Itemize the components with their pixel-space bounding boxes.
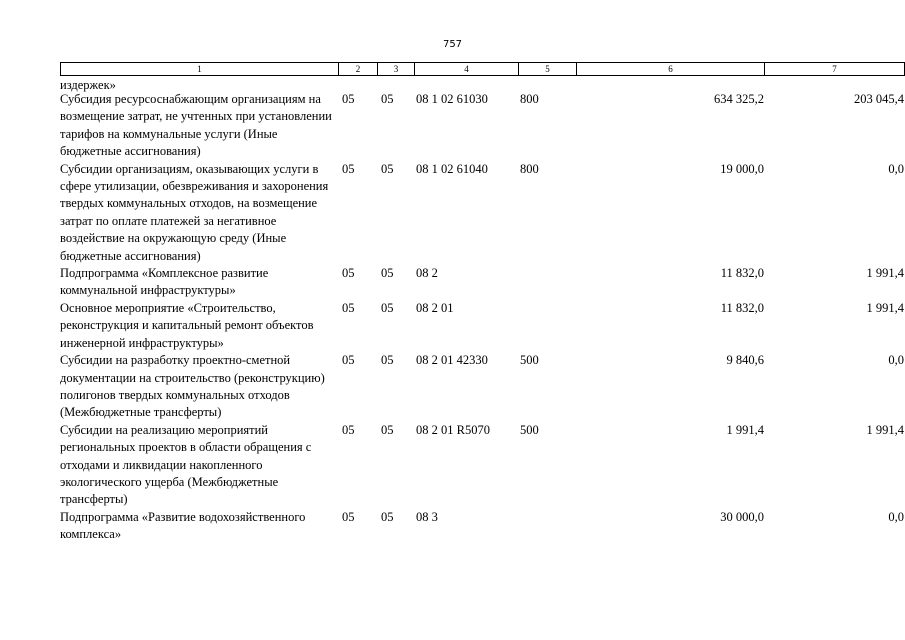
row-rz: 05 (342, 422, 355, 437)
row-rz: 05 (342, 300, 355, 315)
page-number: 757 (442, 39, 463, 50)
row-vr: 500 (520, 422, 539, 437)
row-sum2: 1 991,4 (866, 266, 905, 281)
header-cell: 5 (519, 63, 577, 76)
row-rz: 05 (342, 353, 355, 368)
row-rz: 05 (342, 161, 355, 176)
row-sum1: 11 832,0 (720, 300, 764, 315)
row-csr: 08 2 01 R5070 (416, 422, 490, 437)
row-pr: 05 (381, 509, 394, 524)
continuation-text: издержек» (60, 78, 116, 92)
row-rz: 05 (342, 92, 355, 106)
row-sum1: 1 991,4 (726, 422, 764, 437)
header-cell: 1 (61, 63, 339, 76)
row-name: Субсидии организациям, оказывающих услуги в сфере утилизации, обезвреживания и захоронения твердых коммунальных отходов, на возмещение затрат по оплате платежей за негативное воздействие на окружающую среду (Иные бюджетные ассигнования) (60, 161, 329, 263)
row-name: Субсидии на реализацию мероприятий региональных проектов в области обращения с отходами и ликвидации накопленного экологического ущерба (Межбюджетные трансферты) (60, 422, 312, 507)
row-csr: 08 2 (416, 266, 438, 281)
header-cell: 6 (577, 63, 765, 76)
table-row (60, 509, 904, 544)
row-pr: 05 (381, 353, 394, 368)
header-cell: 7 (765, 63, 905, 76)
table-row (60, 352, 904, 422)
row-sum1: 634 325,2 (714, 92, 764, 106)
row-vr: 800 (520, 161, 539, 176)
row-sum2: 0,0 (888, 353, 905, 368)
row-vr (518, 265, 576, 300)
row-vr (518, 509, 576, 544)
table-row (60, 91, 904, 161)
header-cell: 3 (378, 63, 415, 76)
row-sum2: 0,0 (888, 509, 905, 524)
row-pr: 05 (381, 161, 394, 176)
row-name: Подпрограмма «Комплексное развитие коммунальной инфраструктуры» (60, 266, 269, 298)
row-rz: 05 (342, 266, 355, 281)
row-vr: 800 (520, 92, 539, 106)
row-sum1: 11 832,0 (720, 266, 764, 281)
row-csr: 08 2 01 42330 (416, 353, 488, 368)
table-row (60, 300, 904, 352)
row-pr: 05 (381, 266, 394, 281)
row-pr: 05 (381, 422, 394, 437)
continuation-row (60, 79, 904, 91)
table-row (60, 422, 904, 509)
row-name: Субсидия ресурсоснабжающим организациям на возмещение затрат, не учтенных при установлении тарифов на коммунальные услуги (Иные бюджетные ассигнования) (60, 92, 332, 159)
row-pr: 05 (381, 92, 394, 106)
row-vr: 500 (520, 353, 539, 368)
row-sum1: 9 840,6 (726, 353, 764, 368)
table-row (60, 265, 904, 300)
row-name: Субсидии на разработку проектно-сметной документации на строительство (реконструкцию) полигонов твердых коммунальных отходов (Межбюджетные трансферты) (60, 353, 325, 420)
row-csr: 08 1 02 61040 (416, 161, 488, 176)
row-sum2: 1 991,4 (866, 422, 905, 437)
row-csr: 08 3 (416, 509, 438, 524)
row-rz: 05 (342, 509, 355, 524)
row-sum2: 203 045,4 (854, 92, 905, 106)
row-sum2: 1 991,4 (866, 300, 905, 315)
header-cell: 4 (415, 63, 519, 76)
row-pr: 05 (381, 300, 394, 315)
row-sum1: 30 000,0 (720, 509, 764, 524)
budget-table (60, 79, 904, 544)
row-csr: 08 2 01 (416, 300, 454, 315)
row-sum1: 19 000,0 (720, 161, 764, 176)
row-csr: 08 1 02 61030 (416, 92, 488, 106)
row-sum2: 0,0 (888, 161, 905, 176)
row-name: Подпрограмма «Развитие водохозяйственного комплекса» (60, 509, 306, 542)
header-cell: 2 (339, 63, 378, 76)
header-row (61, 63, 905, 76)
row-name: Основное мероприятие «Строительство, реконструкция и капитальный ремонт объектов инженерной инфраструктуры» (60, 300, 314, 350)
column-number-header (60, 62, 905, 76)
row-vr (518, 300, 576, 352)
table-row (60, 161, 904, 265)
